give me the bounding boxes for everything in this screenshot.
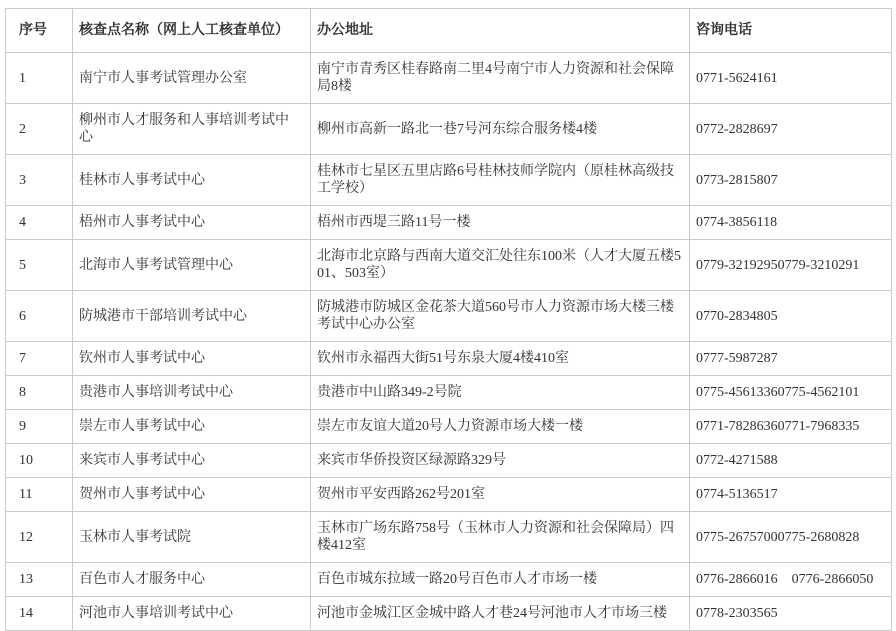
- cell-name: 钦州市人事考试中心: [73, 342, 311, 376]
- cell-address: 来宾市华侨投资区绿源路329号: [311, 444, 690, 478]
- cell-phone: 0775-26757000775-2680828: [690, 512, 892, 563]
- cell-address: 百色市城东拉域一路20号百色市人才市场一楼: [311, 563, 690, 597]
- cell-address: 桂林市七星区五里店路6号桂林技师学院内（原桂林高级技工学校）: [311, 155, 690, 206]
- cell-address: 柳州市高新一路北一巷7号河东综合服务楼4楼: [311, 104, 690, 155]
- table-row: [6, 53, 892, 104]
- column-header-index: 序号: [6, 9, 73, 53]
- cell-name: 桂林市人事考试中心: [73, 155, 311, 206]
- cell-name: 崇左市人事考试中心: [73, 410, 311, 444]
- cell-address: 玉林市广场东路758号（玉林市人力资源和社会保障局）四楼412室: [311, 512, 690, 563]
- cell-address: 河池市金城江区金城中路人才巷24号河池市人才市场三楼: [311, 597, 690, 631]
- cell-address: 南宁市青秀区桂春路南二里4号南宁市人力资源和社会保障局8楼: [311, 53, 690, 104]
- table-row: [6, 376, 892, 410]
- cell-phone: 0772-2828697: [690, 104, 892, 155]
- cell-address: 梧州市西堤三路11号一楼: [311, 206, 690, 240]
- cell-phone: 0770-2834805: [690, 291, 892, 342]
- table-row: [6, 478, 892, 512]
- cell-phone: 0771-5624161: [690, 53, 892, 104]
- cell-index: 3: [6, 155, 73, 206]
- table-row: [6, 342, 892, 376]
- cell-name: 北海市人事考试管理中心: [73, 240, 311, 291]
- cell-address: 钦州市永福西大街51号东泉大厦4楼410室: [311, 342, 690, 376]
- cell-index: 14: [6, 597, 73, 631]
- cell-address: 北海市北京路与西南大道交汇处往东100米（人才大厦五楼501、503室）: [311, 240, 690, 291]
- table-row: [6, 444, 892, 478]
- cell-address: 贵港市中山路349-2号院: [311, 376, 690, 410]
- cell-index: 9: [6, 410, 73, 444]
- cell-address: 防城港市防城区金花茶大道560号市人力资源市场大楼三楼考试中心办公室: [311, 291, 690, 342]
- table-row: [6, 104, 892, 155]
- cell-index: 13: [6, 563, 73, 597]
- cell-phone: 0779-32192950779-3210291: [690, 240, 892, 291]
- cell-index: 8: [6, 376, 73, 410]
- page: [0, 8, 896, 621]
- cell-index: 4: [6, 206, 73, 240]
- cell-index: 10: [6, 444, 73, 478]
- cell-phone: 0774-5136517: [690, 478, 892, 512]
- column-header-phone: 咨询电话: [690, 9, 892, 53]
- cell-name: 百色市人才服务中心: [73, 563, 311, 597]
- cell-index: 5: [6, 240, 73, 291]
- table-row: [6, 563, 892, 597]
- table-header: [6, 9, 892, 53]
- cell-phone: 0776-2866016 0776-2866050: [690, 563, 892, 597]
- cell-index: 1: [6, 53, 73, 104]
- cell-name: 玉林市人事考试院: [73, 512, 311, 563]
- table-row: [6, 206, 892, 240]
- cell-phone: 0775-45613360775-4562101: [690, 376, 892, 410]
- table-row: [6, 410, 892, 444]
- cell-phone: 0777-5987287: [690, 342, 892, 376]
- cell-address: 崇左市友谊大道20号人力资源市场大楼一楼: [311, 410, 690, 444]
- table-body: [6, 53, 892, 631]
- cell-name: 贵港市人事培训考试中心: [73, 376, 311, 410]
- cell-name: 贺州市人事考试中心: [73, 478, 311, 512]
- cell-name: 梧州市人事考试中心: [73, 206, 311, 240]
- cell-index: 7: [6, 342, 73, 376]
- cell-phone: 0774-3856118: [690, 206, 892, 240]
- table-row: [6, 240, 892, 291]
- cell-index: 2: [6, 104, 73, 155]
- cell-name: 河池市人事培训考试中心: [73, 597, 311, 631]
- cell-name: 来宾市人事考试中心: [73, 444, 311, 478]
- cell-phone: 0772-4271588: [690, 444, 892, 478]
- column-header-name: 核查点名称（网上人工核查单位）: [73, 9, 311, 53]
- cell-index: 6: [6, 291, 73, 342]
- table-row: [6, 512, 892, 563]
- table-row: [6, 291, 892, 342]
- checkpoint-table: [5, 8, 892, 631]
- table-row: [6, 155, 892, 206]
- cell-index: 11: [6, 478, 73, 512]
- cell-phone: 0771-78286360771-7968335: [690, 410, 892, 444]
- cell-name: 防城港市干部培训考试中心: [73, 291, 311, 342]
- cell-phone: 0778-2303565: [690, 597, 892, 631]
- column-header-address: 办公地址: [311, 9, 690, 53]
- cell-name: 南宁市人事考试管理办公室: [73, 53, 311, 104]
- cell-index: 12: [6, 512, 73, 563]
- table-row: [6, 597, 892, 631]
- cell-name: 柳州市人才服务和人事培训考试中心: [73, 104, 311, 155]
- cell-address: 贺州市平安西路262号201室: [311, 478, 690, 512]
- header-row: [6, 9, 892, 53]
- cell-phone: 0773-2815807: [690, 155, 892, 206]
